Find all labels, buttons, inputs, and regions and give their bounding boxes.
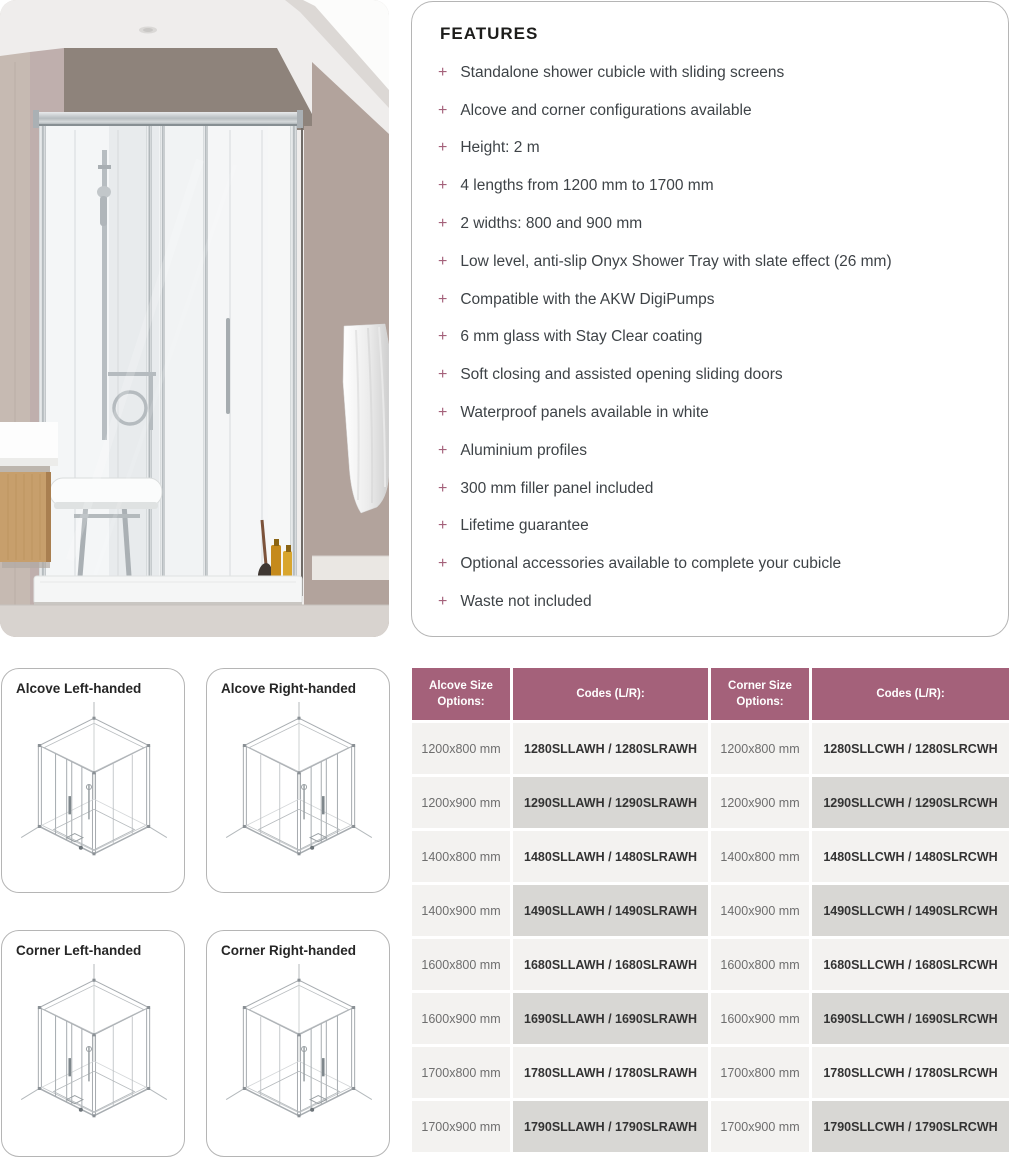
plus-bullet-icon: +: [438, 215, 448, 233]
alcove-codes-cell: 1490SLLAWH / 1490SLRAWH: [513, 885, 708, 936]
feature-item: [438, 205, 982, 243]
corner-size-cell: 1200x900 mm: [711, 777, 809, 828]
feature-text: Soft closing and assisted opening sliding doors: [460, 366, 783, 384]
bathroom-scene-image: [0, 0, 389, 637]
plus-bullet-icon: +: [438, 101, 448, 119]
feature-item: [438, 92, 982, 130]
feature-item: [438, 54, 982, 92]
diagram-label: Corner Right-handed: [221, 943, 356, 958]
corner-size-cell: 1700x800 mm: [711, 1047, 809, 1098]
table-body: [412, 723, 1009, 1152]
corner-size-cell: 1400x800 mm: [711, 831, 809, 882]
feature-item: [438, 470, 982, 508]
feature-text: Lifetime guarantee: [460, 517, 589, 535]
corner-codes-cell: 1790SLLCWH / 1790SLRCWH: [812, 1101, 1009, 1152]
feature-text: 2 widths: 800 and 900 mm: [460, 215, 643, 233]
table-row: [412, 831, 1009, 882]
alcove-size-cell: 1400x900 mm: [412, 885, 510, 936]
table-row: [412, 723, 1009, 774]
header-alcove-size: Alcove Size Options:: [412, 668, 510, 720]
feature-text: Height: 2 m: [460, 139, 540, 157]
features-panel: [411, 1, 1009, 637]
corner-codes-cell: 1680SLLCWH / 1680SLRCWH: [812, 939, 1009, 990]
header-corner-codes: Codes (L/R):: [812, 668, 1009, 720]
corner-codes-cell: 1480SLLCWH / 1480SLRCWH: [812, 831, 1009, 882]
plus-bullet-icon: +: [438, 479, 448, 497]
diagram-label: Alcove Left-handed: [16, 681, 142, 696]
diagram-corner-right: [206, 930, 390, 1157]
plus-bullet-icon: +: [438, 555, 448, 573]
alcove-size-cell: 1600x900 mm: [412, 993, 510, 1044]
plus-bullet-icon: +: [438, 63, 448, 81]
feature-text: 6 mm glass with Stay Clear coating: [460, 328, 703, 346]
feature-text: Aluminium profiles: [460, 441, 587, 459]
plus-bullet-icon: +: [438, 366, 448, 384]
feature-item: [438, 356, 982, 394]
feature-text: Low level, anti-slip Onyx Shower Tray with slate effect (26 mm): [460, 252, 892, 270]
corner-codes-cell: 1780SLLCWH / 1780SLRCWH: [812, 1047, 1009, 1098]
corner-size-cell: 1700x900 mm: [711, 1101, 809, 1152]
diagram-corner-left: [1, 930, 185, 1157]
alcove-codes-cell: 1780SLLAWH / 1780SLRAWH: [513, 1047, 708, 1098]
product-photo: [0, 0, 389, 637]
feature-text: Alcove and corner configurations available: [460, 101, 752, 119]
feature-item: [438, 394, 982, 432]
header-corner-size: Corner Size Options:: [711, 668, 809, 720]
feature-text: 300 mm filler panel included: [460, 479, 654, 497]
table-header-row: [412, 668, 1009, 720]
features-list: [438, 54, 982, 621]
size-codes-table: [409, 665, 1009, 1155]
alcove-size-cell: 1200x800 mm: [412, 723, 510, 774]
corner-codes-cell: 1490SLLCWH / 1490SLRCWH: [812, 885, 1009, 936]
feature-text: Waterproof panels available in white: [460, 404, 709, 422]
alcove-codes-cell: 1290SLLAWH / 1290SLRAWH: [513, 777, 708, 828]
features-title: FEATURES: [440, 24, 539, 43]
alcove-size-cell: 1400x800 mm: [412, 831, 510, 882]
alcove-size-cell: 1600x800 mm: [412, 939, 510, 990]
feature-item: [438, 319, 982, 357]
plus-bullet-icon: +: [438, 139, 448, 157]
table-row: [412, 885, 1009, 936]
plus-bullet-icon: +: [438, 441, 448, 459]
corner-size-cell: 1600x800 mm: [711, 939, 809, 990]
plus-bullet-icon: +: [438, 517, 448, 535]
feature-text: Compatible with the AKW DigiPumps: [460, 290, 715, 308]
table-row: [412, 939, 1009, 990]
diagram-alcove-left: [1, 668, 185, 893]
feature-text: Optional accessories available to complete your cubicle: [460, 555, 842, 573]
diagram-alcove-right: [206, 668, 390, 893]
alcove-size-cell: 1700x900 mm: [412, 1101, 510, 1152]
plus-bullet-icon: +: [438, 404, 448, 422]
corner-size-cell: 1600x900 mm: [711, 993, 809, 1044]
feature-item: [438, 281, 982, 319]
corner-codes-cell: 1290SLLCWH / 1290SLRCWH: [812, 777, 1009, 828]
feature-item: [438, 583, 982, 621]
alcove-codes-cell: 1680SLLAWH / 1680SLRAWH: [513, 939, 708, 990]
corner-codes-cell: 1690SLLCWH / 1690SLRCWH: [812, 993, 1009, 1044]
feature-item: [438, 130, 982, 168]
feature-item: [438, 243, 982, 281]
plus-bullet-icon: +: [438, 252, 448, 270]
table-row: [412, 1047, 1009, 1098]
cubicle-diagram-icon: [18, 962, 170, 1134]
feature-text: 4 lengths from 1200 mm to 1700 mm: [460, 177, 714, 195]
alcove-codes-cell: 1790SLLAWH / 1790SLRAWH: [513, 1101, 708, 1152]
feature-item: [438, 167, 982, 205]
feature-item: [438, 432, 982, 470]
alcove-size-cell: 1700x800 mm: [412, 1047, 510, 1098]
diagram-label: Corner Left-handed: [16, 943, 142, 958]
feature-text: Standalone shower cubicle with sliding screens: [460, 63, 785, 81]
feature-item: [438, 508, 982, 546]
table-row: [412, 777, 1009, 828]
diagram-label: Alcove Right-handed: [221, 681, 357, 696]
plus-bullet-icon: +: [438, 328, 448, 346]
corner-size-cell: 1400x900 mm: [711, 885, 809, 936]
alcove-codes-cell: 1480SLLAWH / 1480SLRAWH: [513, 831, 708, 882]
feature-text: Waste not included: [460, 593, 592, 611]
corner-codes-cell: 1280SLLCWH / 1280SLRCWH: [812, 723, 1009, 774]
corner-size-cell: 1200x800 mm: [711, 723, 809, 774]
plus-bullet-icon: +: [438, 290, 448, 308]
table-row: [412, 1101, 1009, 1152]
plus-bullet-icon: +: [438, 177, 448, 195]
cubicle-diagram-icon: [223, 700, 375, 872]
table-row: [412, 993, 1009, 1044]
plus-bullet-icon: +: [438, 593, 448, 611]
cubicle-diagram-icon: [18, 700, 170, 872]
feature-item: [438, 545, 982, 583]
alcove-size-cell: 1200x900 mm: [412, 777, 510, 828]
alcove-codes-cell: 1280SLLAWH / 1280SLRAWH: [513, 723, 708, 774]
header-alcove-codes: Codes (L/R):: [513, 668, 708, 720]
cubicle-diagram-icon: [223, 962, 375, 1134]
alcove-codes-cell: 1690SLLAWH / 1690SLRAWH: [513, 993, 708, 1044]
